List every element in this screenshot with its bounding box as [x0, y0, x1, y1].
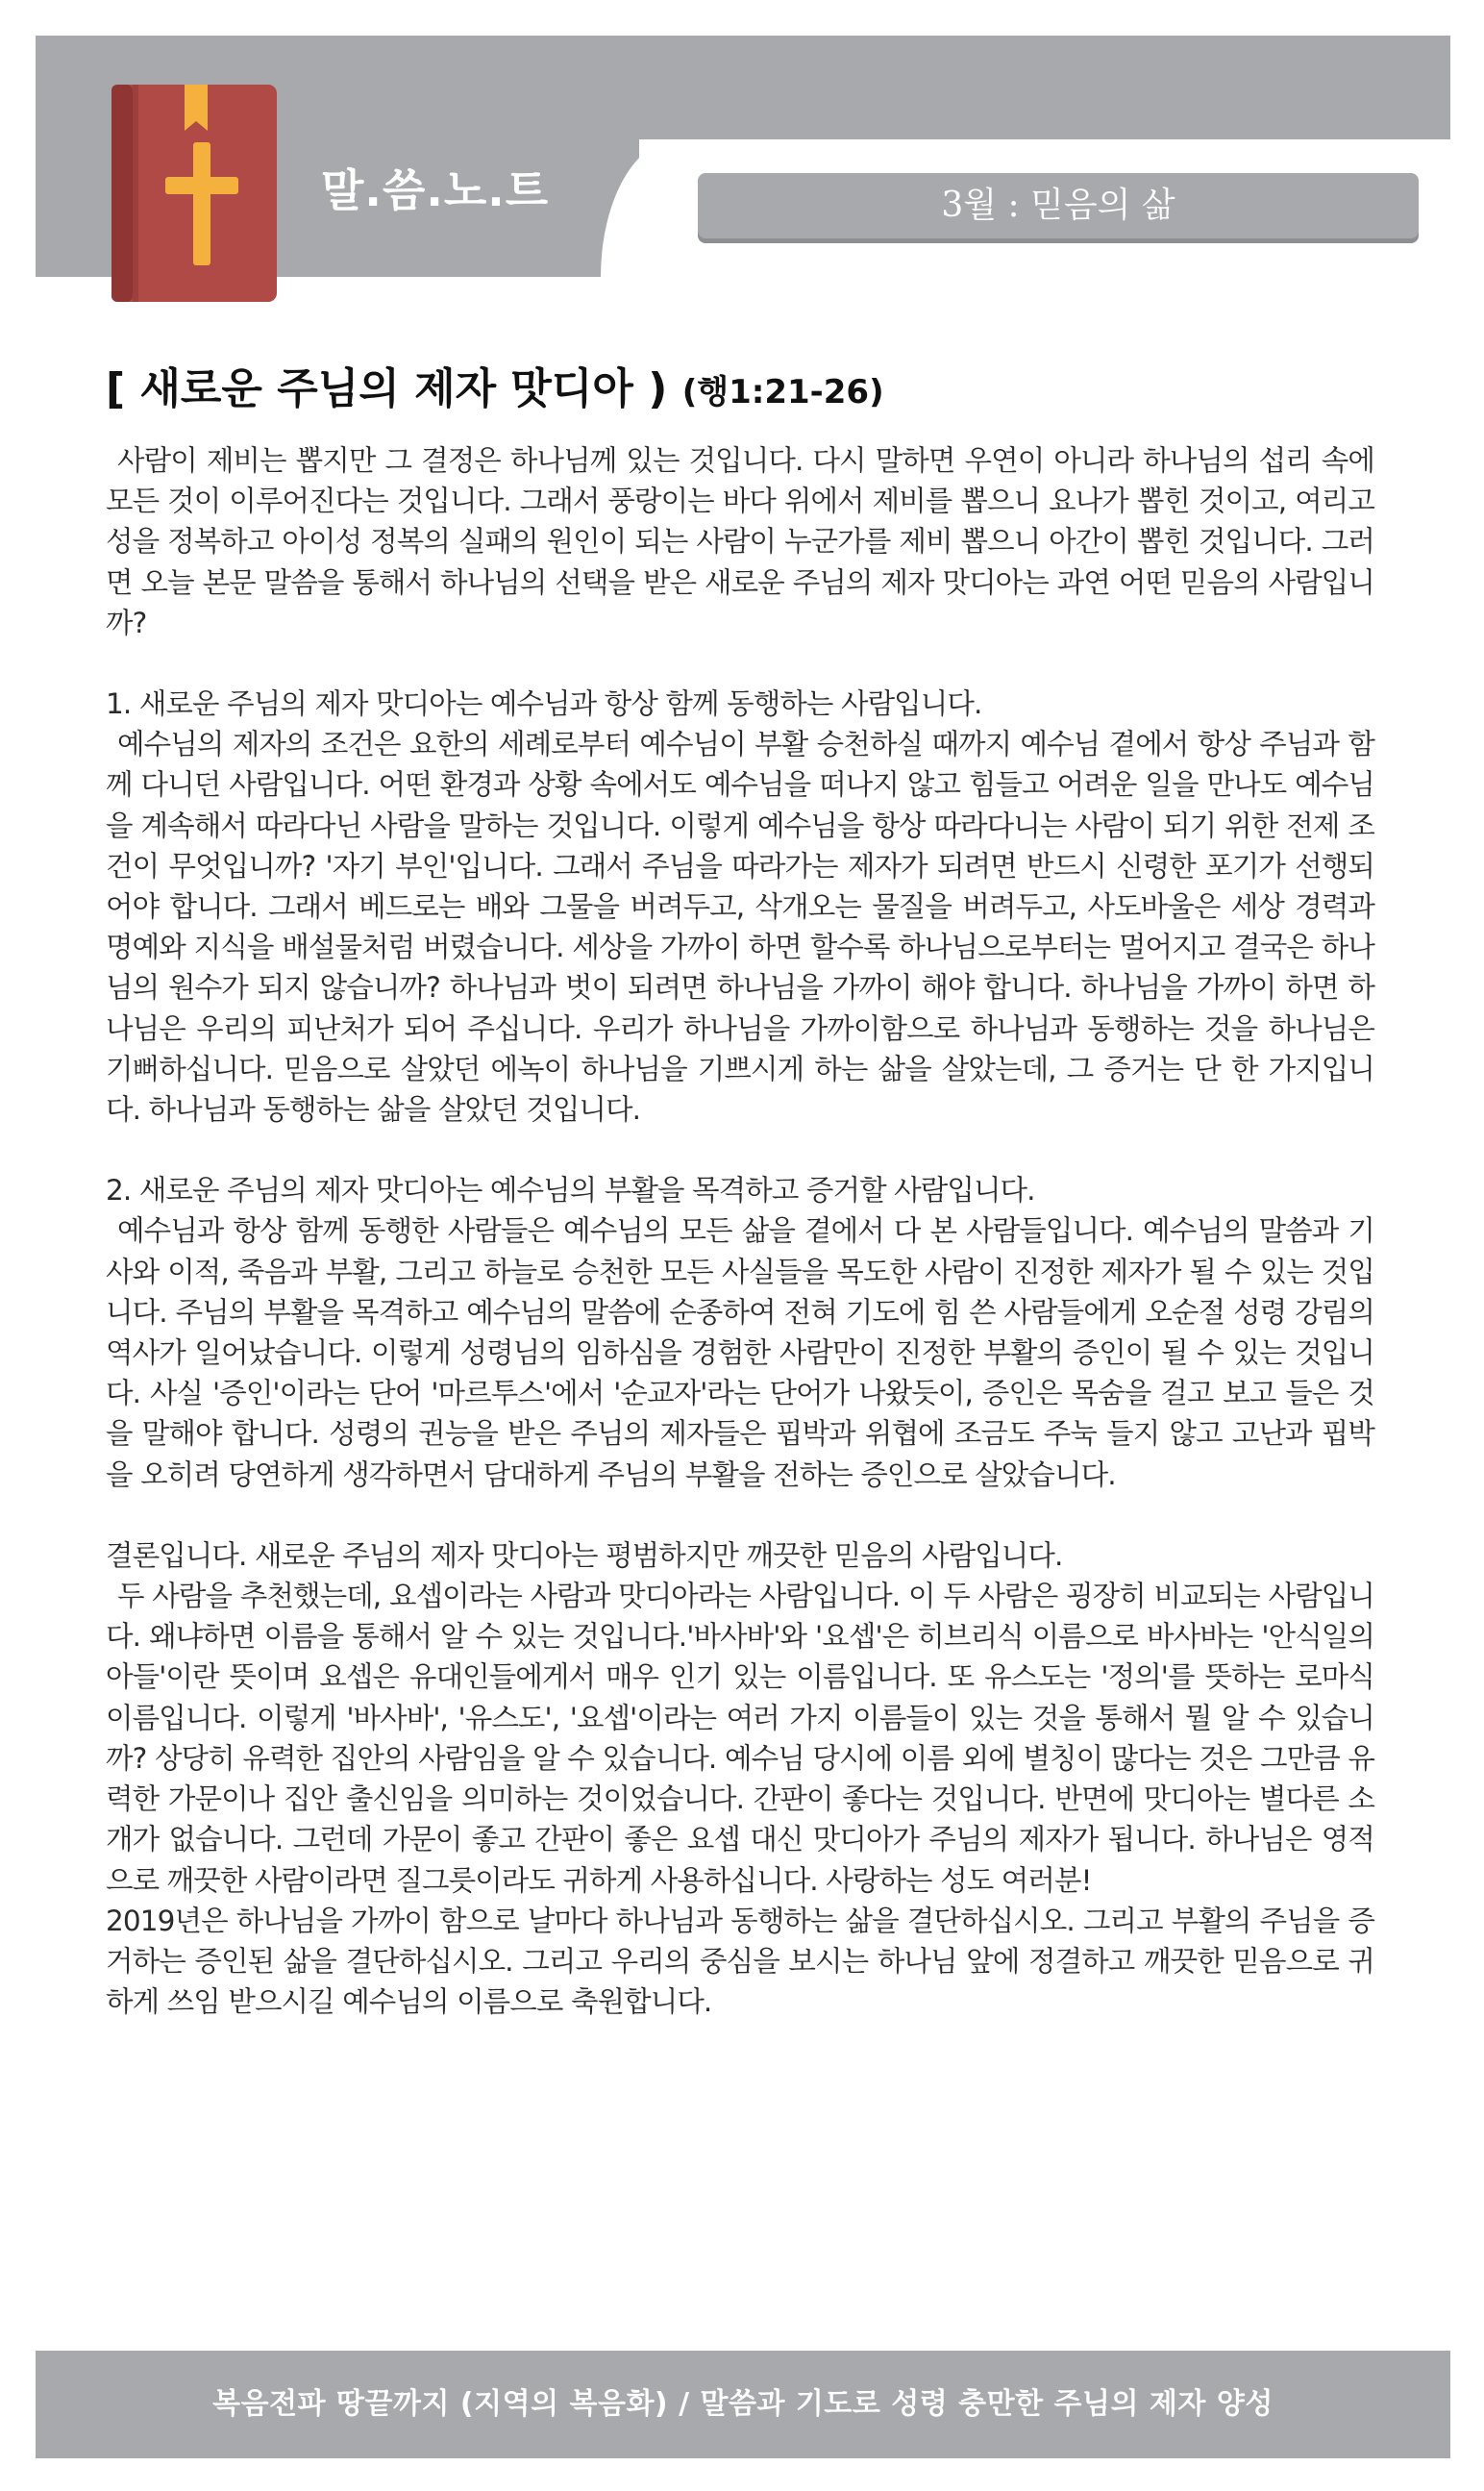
- bible-icon: [106, 83, 279, 304]
- sermon-title-text: [ 새로운 주님의 제자 맛디아 ): [106, 364, 668, 413]
- brand-title: 말.씀.노.트: [321, 164, 550, 216]
- month-theme-label: 3월 : 믿음의 삶: [698, 173, 1419, 238]
- intro-paragraph: 사람이 제비는 뽑지만 그 결정은 하나님께 있는 것입니다. 다시 말하면 우연이 아니라 하나님의 섭리 속에 모든 것이 이루어진다는 것입니다. 그래서 풍랑이는 바다 위에서 제비를 뽑으니 요나가 뽑힌 것이고, 여리고성을 정복하고 아이성 정복의 실패의 원인이 되는 사람이 누군가를 제비 뽑으니 아간이 뽑힌 것입니다. 그러면 오늘 본문 말씀을 통해서 하나님의 선택을 받은 새로운 주님의 제자 맛디아는 과연 어떤 믿음의 사람입니까?: [106, 444, 1374, 639]
- point1-paragraph: 예수님의 제자의 조건은 요한의 세례로부터 예수님이 부활 승천하실 때까지 예수님 곁에서 항상 주님과 함께 다니던 사람입니다. 어떤 환경과 상황 속에서도 예수님을 떠나지 않고 힘들고 어려운 일을 만나도 예수님을 계속해서 따라다닌 사람을 말하는 것입니다. 이렇게 예수님을 항상 따라다니는 사람이 되기 위한 전제 조건이 무엇입니까? '자기 부인'입니다. 그래서 주님을 따라가는 제자가 되려면 반드시 신령한 포기가 선행되어야 합니다. 그래서 베드로는 배와 그물을 버려두고, 삭개오는 물질을 버려두고, 사도바울은 세상 경력과 명예와 지식을 배설물처럼 버렸습니다. 세상을 가까이 하면 할수록 하나님으로부터는 멀어지고 결국은 하나님의 원수가 되지 않습니까? 하나님과 벗이 되려면 하나님을 가까이 해야 합니다. 하나님을 가까이 하면 하나님은 우리의 피난처가 되어 주십니다. 우리가 하나님을 가까이함으로 하나님과 동행하는 것을 하나님은 기뻐하십니다. 믿음으로 살았던 에녹이 하나님을 기쁘시게 하는 삶을 살았는데, 그 증거는 단 한 가지입니다. 하나님과 동행하는 삶을 살았던 것입니다.: [106, 728, 1374, 1127]
- point2-paragraph: 예수님과 항상 함께 동행한 사람들은 예수님의 모든 삶을 곁에서 다 본 사람들입니다. 예수님의 말씀과 기사와 이적, 죽음과 부활, 그리고 하늘로 승천한 모든 사실들을 목도한 사람이 진정한 제자가 될 수 있는 것입니다. 주님의 부활을 목격하고 예수님의 말씀에 순종하여 전혀 기도에 힘 쓴 사람들에게 오순절 성령 강림의 역사가 일어났습니다. 이렇게 성령님의 임하심을 경험한 사람만이 진정한 부활의 증인이 될 수 있는 것입니다. 사실 '증인'이라는 단어 '마르투스'에서 '순교자'라는 단어가 나왔듯이, 증인은 목숨을 걸고 보고 들은 것을 말해야 합니다. 성령의 권능을 받은 주님의 제자들은 핍박과 위협에 조금도 주눅 들지 않고 고난과 핍박을 오히려 당연하게 생각하면서 담대하게 주님의 부활을 전하는 증인으로 살았습니다.: [106, 1214, 1374, 1491]
- footer-motto: 복음전파 땅끝까지 (지역의 복음화) / 말씀과 기도로 성령 충만한 주님의 제자 양성: [36, 2351, 1450, 2458]
- sermon-title: [106, 354, 884, 415]
- sermon-body: [106, 440, 1374, 2022]
- conclusion-paragraph: 두 사람을 추천했는데, 요셉이라는 사람과 맛디아라는 사람입니다. 이 두 사람은 굉장히 비교되는 사람입니다. 왜냐하면 이름을 통해서 알 수 있는 것입니다.'바사바'와 '요셉'은 히브리식 이름으로 바사바는 '안식일의 아들'이란 뜻이며 요셉은 유대인들에게서 매우 인기 있는 이름입니다. 또 유스도는 '정의'를 뜻하는 로마식 이름입니다. 이렇게 '바사바', '유스도', '요셉'이라는 여러 가지 이름들이 있는 것을 통해서 뭘 알 수 있습니까? 상당히 유력한 집안의 사람임을 알 수 있습니다. 예수님 당시에 이름 외에 별칭이 많다는 것은 그만큼 유력한 가문이나 집안 출신임을 의미하는 것이었습니다. 간판이 좋다는 것입니다. 반면에 맛디아는 별다른 소개가 없습니다. 그런데 가문이 좋고 간판이 좋은 요셉 대신 맛디아가 주님의 제자가 됩니다. 하나님은 영적으로 깨끗한 사람이라면 질그릇이라도 귀하게 사용하십니다. 사랑하는 성도 여러분!: [106, 1580, 1374, 1897]
- point1-heading: 1. 새로운 주님의 제자 맛디아는 예수님과 항상 함께 동행하는 사람입니다.: [106, 687, 982, 721]
- point2-heading: 2. 새로운 주님의 제자 맛디아는 예수님의 부활을 목격하고 증거할 사람입니다.: [106, 1174, 1035, 1208]
- scripture-reference: (행1:21-26): [681, 373, 884, 411]
- closing-paragraph: 2019년은 하나님을 가까이 함으로 날마다 하나님과 동행하는 삶을 결단하십시오. 그리고 부활의 주님을 증거하는 증인된 삶을 결단하십시오. 그리고 우리의 중심을 보시는 하나님 앞에 정결하고 깨끗한 믿음으로 귀하게 쓰임 받으시길 예수님의 이름으로 축원합니다.: [106, 1904, 1374, 2019]
- conclusion-heading: 결론입니다. 새로운 주님의 제자 맛디아는 평범하지만 깨끗한 믿음의 사람입니다.: [106, 1538, 1063, 1572]
